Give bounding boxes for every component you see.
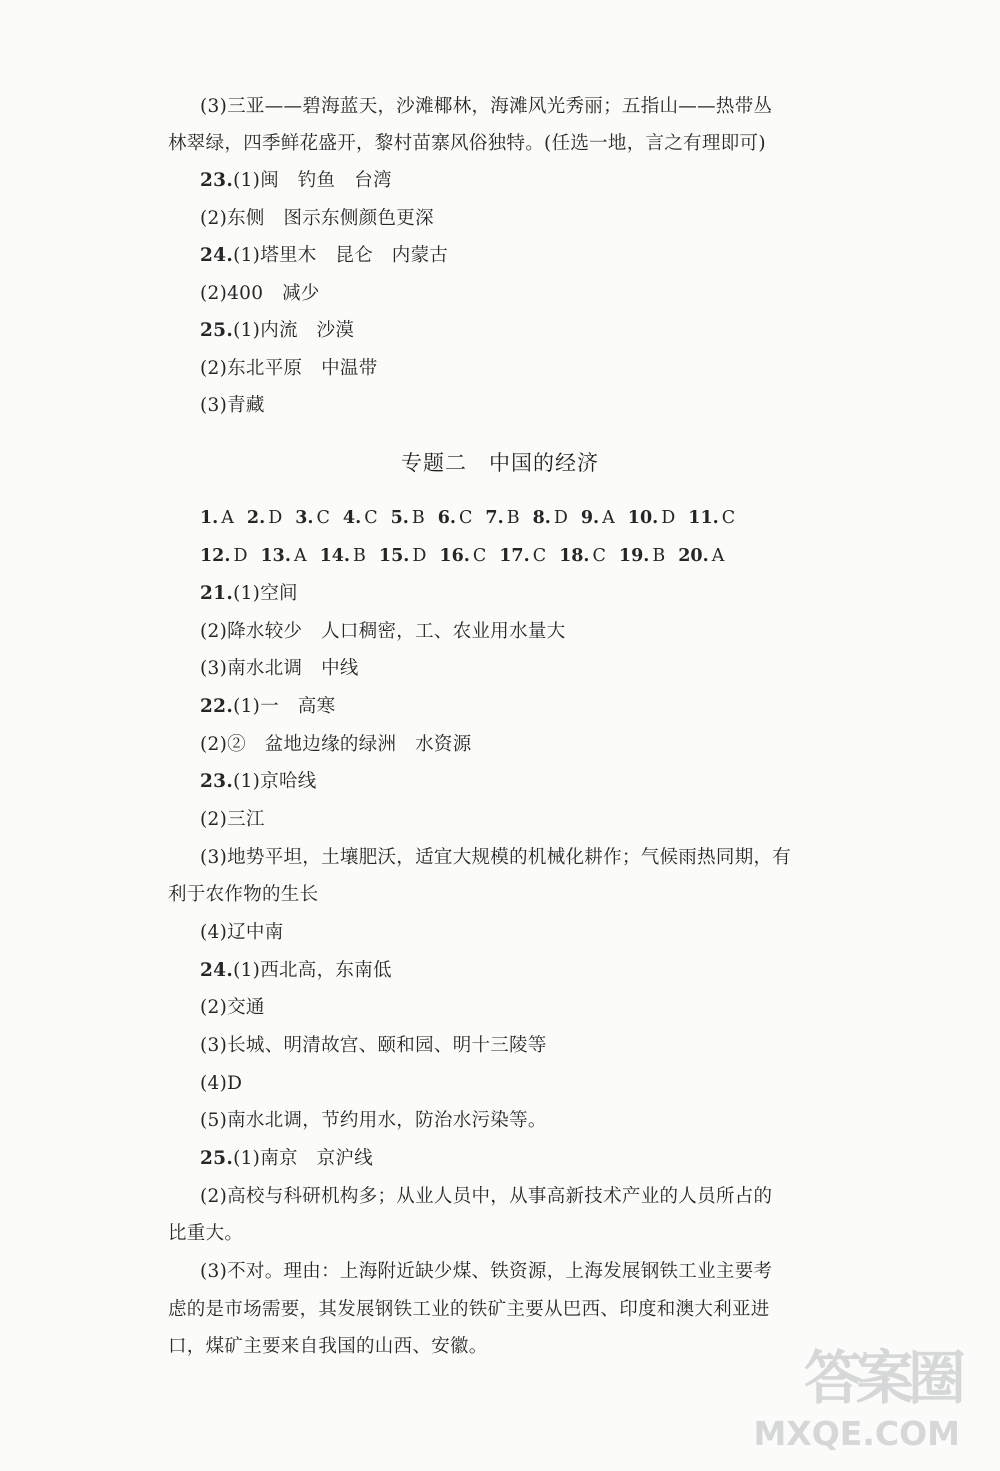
answer-line: (3)地势平坦，土壤肥沃，适宜大规模的机械化耕作；气候雨热同期，有 [200, 847, 792, 868]
watermark [753, 1344, 982, 1463]
question-number: 25. [200, 320, 234, 341]
question-number: 23. [200, 771, 234, 792]
mc-answer [343, 505, 378, 531]
mc-answer [678, 543, 724, 569]
mc-answer [438, 505, 473, 531]
answer-line: (2)交通 [200, 997, 265, 1018]
answer-letter: D [268, 508, 283, 528]
mc-answer [619, 543, 665, 569]
answer-line: (4)D [200, 1073, 243, 1094]
question-number: 15. [378, 546, 410, 566]
mc-answer [559, 543, 606, 569]
answer-letter: A [711, 546, 725, 566]
answer-line: (3)长城、明清故宫、颐和园、明十三陵等 [200, 1035, 547, 1056]
mc-answer [200, 543, 247, 569]
mc-answer [499, 543, 546, 569]
mc-answer [581, 505, 615, 531]
answer-line: (3)南水北调 中线 [200, 658, 359, 679]
question-number: 12. [200, 546, 231, 566]
watermark-url-text: MXQE.COM [753, 1414, 960, 1453]
mc-answer [379, 543, 426, 569]
question-number: 7. [485, 508, 504, 528]
mc-answer [260, 543, 306, 569]
question-number: 10. [627, 508, 659, 528]
question-number: 24. [200, 960, 234, 981]
answer-line: (2)400 减少 [200, 283, 320, 304]
mc-row-1 [200, 505, 735, 531]
answer-letter: B [353, 546, 366, 566]
answer-line: (2)高校与科研机构多；从业人员中，从事高新技术产业的人员所占的 [200, 1186, 773, 1207]
answer-letter: D [412, 546, 427, 566]
answer-line: (2)东侧 图示东侧颜色更深 [200, 208, 434, 229]
answer-text: (1)闽 钓鱼 台湾 [233, 170, 392, 191]
question-number: 23. [200, 170, 234, 191]
question-number: 19. [618, 546, 650, 566]
question-23 [200, 769, 317, 795]
answer-letter: A [293, 546, 307, 566]
answer-letter: C [532, 546, 547, 566]
mc-answer [200, 505, 234, 531]
answer-line: 林翠绿，四季鲜花盛开，黎村苗寨风俗独特。(任选一地，言之有理即可) [168, 133, 766, 154]
question-number: 25. [200, 1148, 234, 1169]
question-number: 17. [499, 546, 530, 566]
answer-letter: B [411, 508, 425, 528]
question-24 [200, 243, 448, 269]
answer-letter: D [233, 546, 248, 566]
question-number: 22. [200, 696, 234, 717]
question-number: 11. [688, 508, 719, 528]
question-number: 21. [200, 583, 234, 604]
question-number: 6. [437, 508, 457, 528]
mc-answer [485, 505, 519, 531]
question-number: 24. [200, 245, 234, 266]
answer-text: (1)西北高，东南低 [233, 960, 392, 981]
answer-letter: D [661, 508, 676, 528]
question-25 [200, 318, 354, 344]
answer-letter: A [602, 508, 615, 528]
answer-letter: C [592, 546, 606, 566]
question-21 [200, 581, 298, 607]
answer-letter: C [316, 508, 330, 528]
answer-text: (1)塔里木 昆仑 内蒙古 [233, 245, 449, 266]
question-number: 3. [295, 508, 314, 528]
answer-line: (2)降水较少 人口稠密，工、农业用水量大 [200, 621, 566, 642]
answer-text: (1)南京 京沪线 [233, 1148, 373, 1169]
answer-letter: C [459, 508, 473, 528]
answer-letter: C [364, 508, 378, 528]
answer-letter: C [472, 546, 487, 566]
answer-letter: D [553, 508, 568, 528]
question-number: 14. [319, 546, 351, 566]
mc-answer [533, 505, 568, 531]
mc-answer [247, 505, 282, 531]
answer-line: (5)南水北调，节约用水，防治水污染等。 [200, 1110, 547, 1131]
question-number: 2. [246, 508, 266, 528]
answer-line: 虑的是市场需要，其发展钢铁工业的铁矿主要从巴西、印度和澳大利亚进 [168, 1299, 770, 1320]
answer-line: (3)青藏 [200, 395, 265, 416]
question-number: 13. [260, 546, 291, 566]
answer-letter: B [652, 546, 666, 566]
answer-line: 口，煤矿主要来自我国的山西、安徽。 [168, 1336, 488, 1357]
section-title: 专题二 中国的经济 [401, 451, 599, 475]
question-24 [200, 958, 392, 984]
question-number: 4. [342, 508, 362, 528]
answer-line: (2)东北平原 中温带 [200, 358, 378, 379]
mc-answer [320, 543, 366, 569]
question-25 [200, 1146, 373, 1172]
question-number: 20. [678, 546, 709, 566]
question-number: 5. [390, 508, 409, 528]
answer-line: (4)辽中南 [200, 922, 284, 943]
answer-line: 利于农作物的生长 [168, 884, 319, 905]
question-number: 9. [580, 508, 600, 528]
question-number: 8. [532, 508, 551, 528]
answer-line: (2)② 盆地边缘的绿洲 水资源 [200, 734, 472, 755]
answer-line: (3)不对。理由：上海附近缺少煤、铁资源，上海发展钢铁工业主要考 [200, 1261, 773, 1282]
answer-text: (1)一 高寒 [233, 696, 336, 717]
question-22 [200, 694, 335, 720]
mc-answer [439, 543, 486, 569]
answer-line: 比重大。 [168, 1223, 244, 1244]
answer-text: (1)内流 沙漠 [233, 320, 355, 341]
mc-row-2 [200, 543, 724, 569]
mc-answer [391, 505, 425, 531]
answer-line: (2)三江 [200, 809, 265, 830]
question-23 [200, 168, 392, 194]
answer-line: (3)三亚——碧海蓝天，沙滩椰林，海滩风光秀丽；五指山——热带丛 [200, 96, 773, 117]
mc-answer [628, 505, 675, 531]
mc-answer [688, 505, 735, 531]
answer-letter: A [221, 508, 234, 528]
answer-text: (1)京哈线 [233, 771, 317, 792]
answer-letter: C [721, 508, 736, 528]
answer-text: (1)空间 [233, 583, 298, 604]
question-number: 18. [559, 546, 590, 566]
mc-answer [295, 505, 330, 531]
question-number: 1. [200, 508, 219, 528]
answer-letter: B [506, 508, 520, 528]
watermark-logo-text: 答案圈 [803, 1344, 960, 1412]
question-number: 16. [439, 546, 470, 566]
